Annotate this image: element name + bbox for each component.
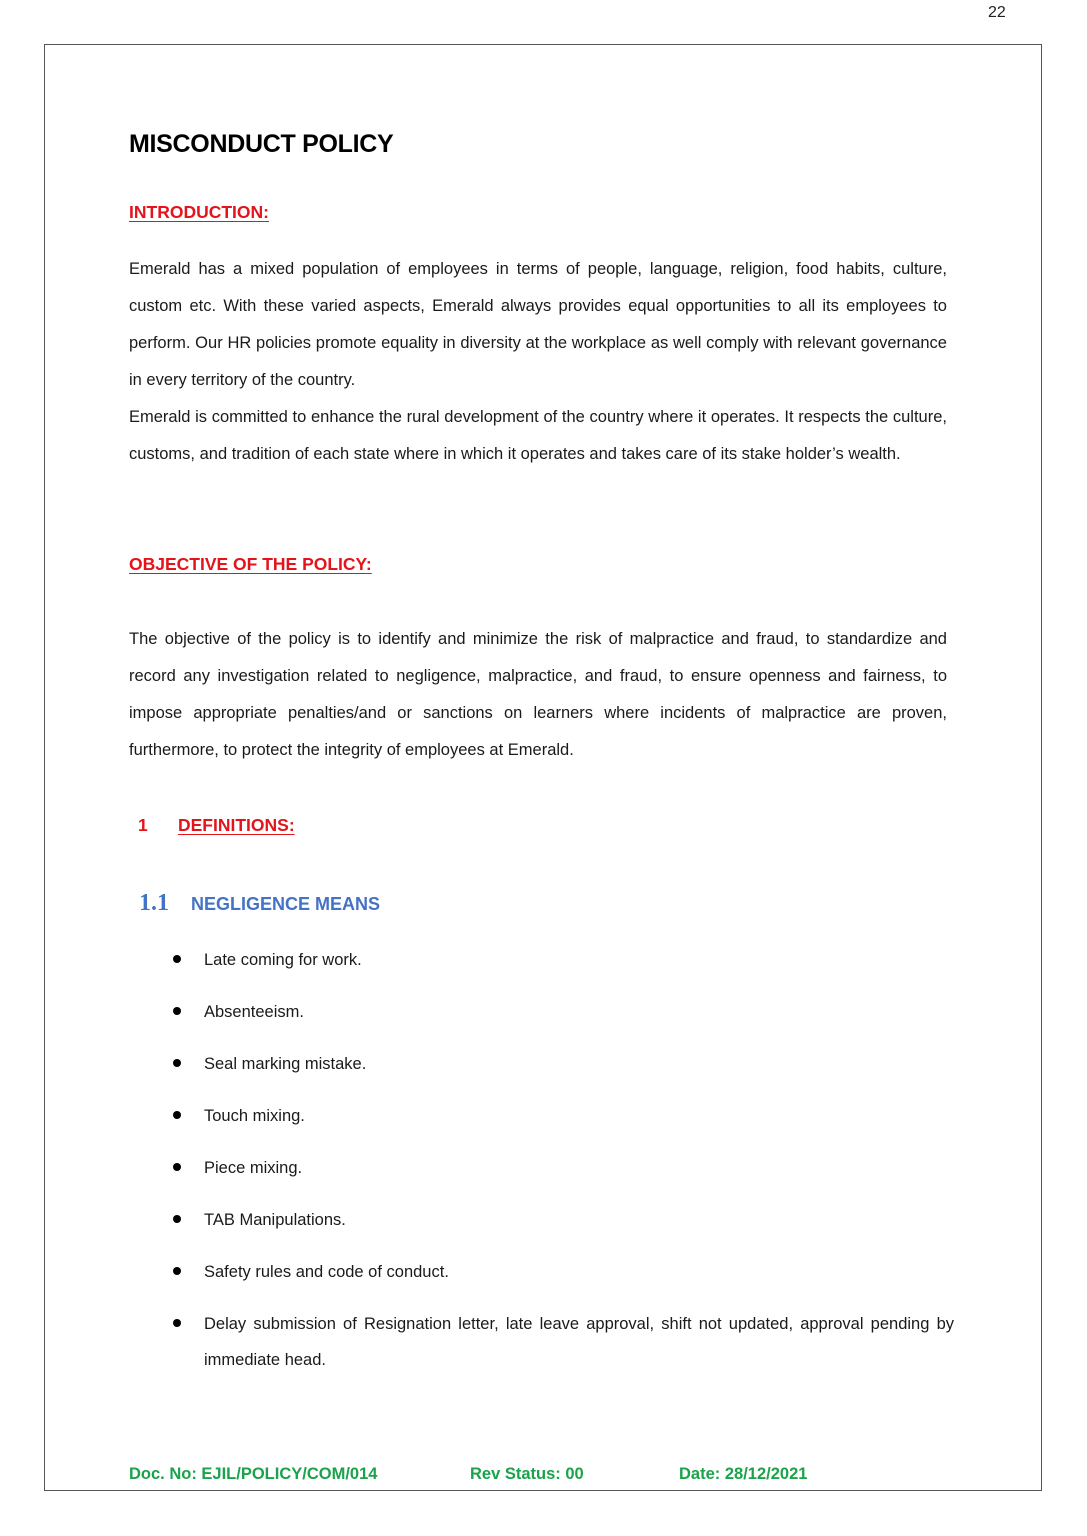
list-item	[170, 1306, 954, 1378]
subsection-number: 1.1	[139, 890, 169, 916]
list-item-text: Seal marking mistake.	[204, 1055, 367, 1073]
bullet-icon	[173, 1007, 181, 1015]
bullet-icon	[173, 1267, 181, 1275]
list-item-text: TAB Manipulations.	[204, 1211, 346, 1229]
introduction-paragraph: Emerald has a mixed population of employees in terms of people, language, religion, food habits, culture, custom etc. With these varied aspects, Emerald always provides equal opportunities to all its employees to perform. Our HR policies promote equality in diversity at the workplace as well comply with relevant governance in every territory of the country.	[129, 260, 947, 389]
objective-paragraph: The objective of the policy is to identify and minimize the risk of malpractice and fraud, to standardize and record any investigation related to negligence, malpractice, and fraud, to ensure openness and fairness, to impose appropriate penalties/and or sanctions on learners where incidents of malpractice are proven, furthermore, to protect the integrity of employees at Emerald.	[129, 630, 947, 759]
definitions-number: 1	[138, 815, 148, 835]
page-number: 22	[988, 4, 1006, 21]
list-item-text: Safety rules and code of conduct.	[204, 1263, 449, 1281]
list-item	[170, 1098, 954, 1134]
subsection-heading: NEGLIGENCE MEANS	[191, 894, 381, 914]
list-item-text: Late coming for work.	[204, 951, 362, 969]
objective-heading: OBJECTIVE OF THE POLICY:	[129, 554, 372, 574]
list-item	[170, 942, 954, 978]
list-item	[170, 994, 954, 1030]
doc-date: Date: 28/12/2021	[679, 1465, 808, 1483]
doc-number: Doc. No: EJIL/POLICY/COM/014	[129, 1465, 378, 1483]
list-item	[170, 1150, 954, 1186]
list-item	[170, 1254, 954, 1290]
objective-body	[129, 621, 947, 769]
introduction-heading: INTRODUCTION:	[129, 202, 269, 222]
bullet-icon	[173, 1163, 181, 1171]
bullet-icon	[173, 955, 181, 963]
definitions-heading: DEFINITIONS:	[178, 815, 295, 835]
negligence-list	[170, 942, 954, 1394]
list-item-text: Delay submission of Resignation letter, late leave approval, shift not updated, approval pending by immediate head.	[204, 1315, 954, 1369]
list-item-text: Touch mixing.	[204, 1107, 305, 1125]
page-title: MISCONDUCT POLICY	[129, 130, 394, 158]
introduction-body	[129, 251, 947, 473]
bullet-icon	[173, 1215, 181, 1223]
rev-status: Rev Status: 00	[470, 1465, 584, 1483]
introduction-paragraph: Emerald is committed to enhance the rural development of the country where it operates. It respects the culture, customs, and tradition of each state where in which it operates and takes care of its stake holder’s wealth.	[129, 408, 947, 463]
list-item-text: Absenteeism.	[204, 1003, 304, 1021]
list-item-text: Piece mixing.	[204, 1159, 303, 1177]
bullet-icon	[173, 1319, 181, 1327]
bullet-icon	[173, 1059, 181, 1067]
list-item	[170, 1046, 954, 1082]
list-item	[170, 1202, 954, 1238]
bullet-icon	[173, 1111, 181, 1119]
